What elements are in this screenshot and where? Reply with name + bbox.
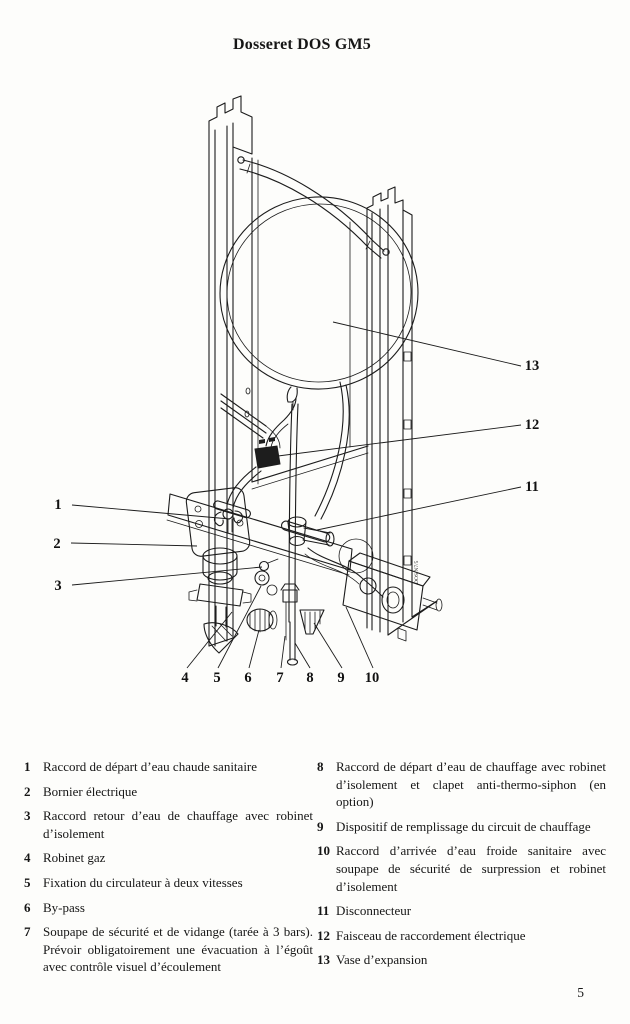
callout-10: 10 [364,670,380,686]
legend-item [24,849,313,867]
legend-item-number: 6 [24,899,31,915]
expansion-vessel [212,189,426,410]
legend-item [24,807,313,842]
page-number: 5 [577,985,584,1000]
callout-3: 3 [54,578,62,594]
callout-13: 13 [524,358,540,374]
legend-right-column [317,758,606,976]
page-title: Dosseret DOS GM5 [233,36,371,53]
legend-left-column [24,758,313,983]
callout-9: 9 [337,670,345,686]
bypass-knob [247,609,277,632]
legend-item-text: Raccord retour d’eau de chauffage avec robinet d’isolement [43,808,313,841]
legend-item-number: 3 [24,808,31,824]
callout-11: 11 [525,479,539,495]
legend-item [24,758,313,776]
legend-item-number: 11 [317,903,330,919]
callout-labels [53,358,539,686]
callout-12: 12 [524,417,540,433]
figure-code: DOS N7/5 [414,560,420,584]
legend-item-number: 2 [24,783,31,799]
legend-item-text: By-pass [43,899,85,915]
legend-item-number: 10 [317,843,330,859]
legend-item-text: Raccord d’arrivée d’eau froide sanitaire avec soupape de sécurité de surpression et robinet d’isolement [336,843,606,894]
electrical-terminal-box [185,487,250,558]
legend-item-text: Fixation du circulateur à deux vitesses [43,874,243,890]
legend-item-text: Robinet gaz [43,850,106,866]
legend-item [317,758,606,811]
legend-item-text: Vase d’expansion [336,952,428,968]
piping [221,382,383,665]
hydraulic-manifold [167,494,352,575]
legend-item [317,842,606,895]
legend-item [317,951,606,969]
filling-device [300,610,324,634]
legend-item-text: Dispositif de remplissage du circuit de chauffage [336,818,591,834]
legend-item [317,927,606,945]
legend-item-number: 7 [24,924,31,940]
legend-item-number: 9 [317,818,324,834]
legend-item-text: Soupape de sécurité et de vidange (tarée à 3 bars). Prévoir obligatoirement une évacuation à l’égoût avec contrôle visuel d’écoulement [43,924,313,975]
gas-valve [189,548,251,653]
callout-2: 2 [53,536,61,552]
callout-6: 6 [244,670,252,686]
legend-item-text: Faisceau de raccordement électrique [336,927,526,943]
legend-item-number: 5 [24,874,31,890]
heating-return-fitting [260,559,279,571]
callout-7: 7 [276,670,284,686]
legend-item-text: Raccord de départ d’eau chaude sanitaire [43,759,258,774]
legend-item [24,783,313,801]
legend-item-number: 4 [24,850,31,866]
legend-item-text: Bornier électrique [43,783,138,799]
legend-item [317,818,606,836]
legend-item [24,923,313,976]
legend-item-number: 8 [317,759,324,774]
legend-item [24,874,313,892]
callout-1: 1 [54,497,62,513]
legend-item-text: Raccord de départ d’eau de chauffage avec robinet d’isolement et clapet anti-thermo-siphon (en option) [336,759,606,810]
legend-item [317,902,606,920]
legend-item-number: 1 [24,759,31,774]
callout-8: 8 [306,670,314,686]
callout-4: 4 [181,670,189,686]
legend-item-text: Disconnecteur [336,903,412,919]
callout-5: 5 [213,670,221,686]
legend-item-number: 13 [317,952,330,968]
legend-item [24,899,313,917]
legend-item-number: 12 [317,927,330,943]
